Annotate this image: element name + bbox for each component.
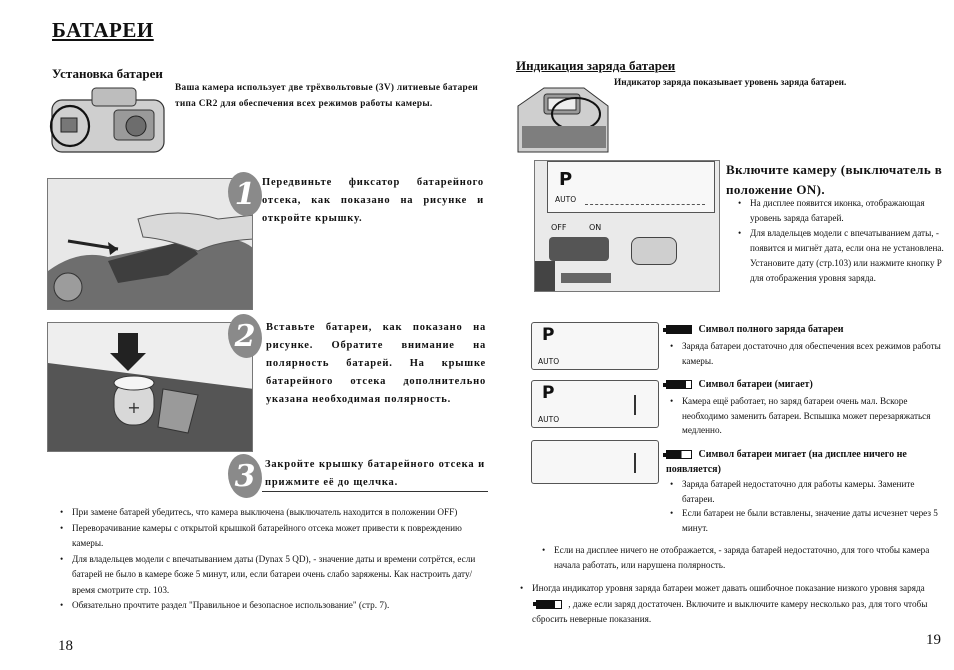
step1-text: Передвиньте фиксатор батарейного отсека, как показано на рисунке и откройте крышку. xyxy=(262,177,484,224)
symbol2-title xyxy=(666,379,946,390)
symbol2-title-text: Символ батареи (мигает) xyxy=(698,379,813,390)
divider xyxy=(262,491,488,492)
step2-illustration xyxy=(47,322,253,452)
power-on-notes xyxy=(738,196,948,286)
symbol1-notes xyxy=(670,339,946,368)
lcd-empty-battery xyxy=(531,440,659,484)
note-item: • Если на дисплее ничего не отображается, - заряда батарей недостаточно, для того чтобы камера начала работать, или нарушена полярность. xyxy=(542,543,946,573)
page-number-right: 19 xyxy=(926,632,941,648)
symbol3-title-text: Символ батареи мигает (на дисплее ничего не появляется) xyxy=(666,449,907,475)
note-item: • Обязательно прочтите раздел "Правильное и безопасное использование" (стр. 7). xyxy=(60,598,488,614)
note-item: • На дисплее появится иконка, отображающая уровень заряда батарей. xyxy=(738,196,948,226)
intro-text: Ваша камера использует две трёхвольтовые (3V) литиевые батареи типа CR2 для обеспечения всех режимов работы камеры. xyxy=(175,83,479,109)
camera-lcd-illustration xyxy=(534,160,720,292)
note-item: • Для владельцев модели с впечатыванием даты (Dynax 5 QD), - значение даты и времени сотрётся, если батарей не было в камере боже 5 минут, или, если батареи очень слабо заряжены. Как настроить дату/время смотрите стр. 103. xyxy=(60,552,488,599)
power-on-heading: Включите камеру (выключатель в положение ON). xyxy=(726,162,943,197)
note-item: • Для владельцев модели с впечатыванием даты, - появится и мигнёт дата, если она не установлена. Установите дату (стр.103) или нажмите кнопку P для отображения уровня заряда. xyxy=(738,226,948,286)
camera-top-illustration xyxy=(514,76,612,156)
note-item: • При замене батарей убедитесь, что камера выключена (выключатель находится в положении OFF) xyxy=(60,505,488,521)
page-title: БАТАРЕИ xyxy=(52,18,154,42)
step2-number: 2 xyxy=(228,314,262,358)
note-item: • Заряда батарей недостаточно для работы камеры. Замените батареи. xyxy=(670,477,946,506)
switch-label-on: ON xyxy=(589,223,602,232)
lcd-mode: P xyxy=(559,169,573,190)
battery-low-icon xyxy=(666,380,692,389)
false-indication-text-a: Иногда индикатор уровня заряда батареи может давать ошибочное показание низкого уровня заряда xyxy=(532,583,925,593)
false-indication-text-b: , даже если заряд достаточен. Включите и выключите камеру несколько раз, для того чтобы сбросить неверные показания. xyxy=(532,598,928,624)
false-indication-note: • Иногда индикатор уровня заряда батареи может давать ошибочное показание низкого уровня заряда , даже если заряд достаточен. Включите и выключите камеру несколько раз, для того чтобы сбросить неверные показания. xyxy=(520,583,928,624)
note-item: • Камера ещё работает, но заряд батареи очень мал. Вскоре необходимо заменить батареи. Вспышка может перезаряжаться медленно. xyxy=(670,394,946,438)
symbol2-notes xyxy=(670,394,946,438)
symbol1-title xyxy=(666,324,946,335)
step3-number: 3 xyxy=(228,454,262,498)
lcd-mode: P xyxy=(542,383,555,403)
step2-text: Вставьте батареи, как показано на рисунке. Обратите внимание на полярность батарей. На крышке батарейного отсека дополнительно указана необходимая полярность. xyxy=(266,322,486,405)
step1-illustration xyxy=(47,178,253,310)
battery-full-icon xyxy=(666,325,692,334)
power-switch xyxy=(549,237,609,261)
note-item: • Если батареи не были вставлены, значение даты исчезнет через 5 минут. xyxy=(670,506,946,535)
lcd-icons xyxy=(585,193,705,205)
symbol3-notes xyxy=(670,477,946,535)
battery-low-inline-icon xyxy=(536,600,562,609)
switch-arrow xyxy=(561,273,611,283)
lcd-auto: AUTO xyxy=(555,195,577,204)
symbol3-title xyxy=(666,447,946,477)
section-battery-indicator: Индикация заряда батареи xyxy=(516,58,676,73)
section-battery-install: Установка батареи xyxy=(52,66,163,81)
symbol1-title-text: Символ полного заряда батареи xyxy=(698,324,844,335)
note-item: • Заряда батареи достаточно для обеспечения всех режимов работы камеры. xyxy=(670,339,946,368)
step3-text: Закройте крышку батарейного отсека и прижмите её до щелчка. xyxy=(265,459,485,488)
page-number-left: 18 xyxy=(58,638,73,654)
battery-empty-icon xyxy=(666,450,692,459)
lcd-auto: AUTO xyxy=(538,357,560,366)
nothing-displayed-note xyxy=(542,543,946,573)
camera-bottom-illustration xyxy=(44,82,172,162)
notes-list xyxy=(60,505,488,614)
step1-number: 1 xyxy=(228,172,262,216)
svg-text:+: + xyxy=(127,398,141,417)
lcd-low-battery xyxy=(531,380,659,428)
lcd-auto: AUTO xyxy=(538,415,560,424)
note-item: • Переворачивание камеры с открытой крышкой батарейного отсека может привести к повреждению камеры. xyxy=(60,521,488,552)
lcd-mode: P xyxy=(542,325,555,345)
switch-label-off: OFF xyxy=(551,223,567,232)
indicator-intro: Индикатор заряда показывает уровень заряда батареи. xyxy=(614,78,847,88)
lcd-full-battery xyxy=(531,322,659,370)
